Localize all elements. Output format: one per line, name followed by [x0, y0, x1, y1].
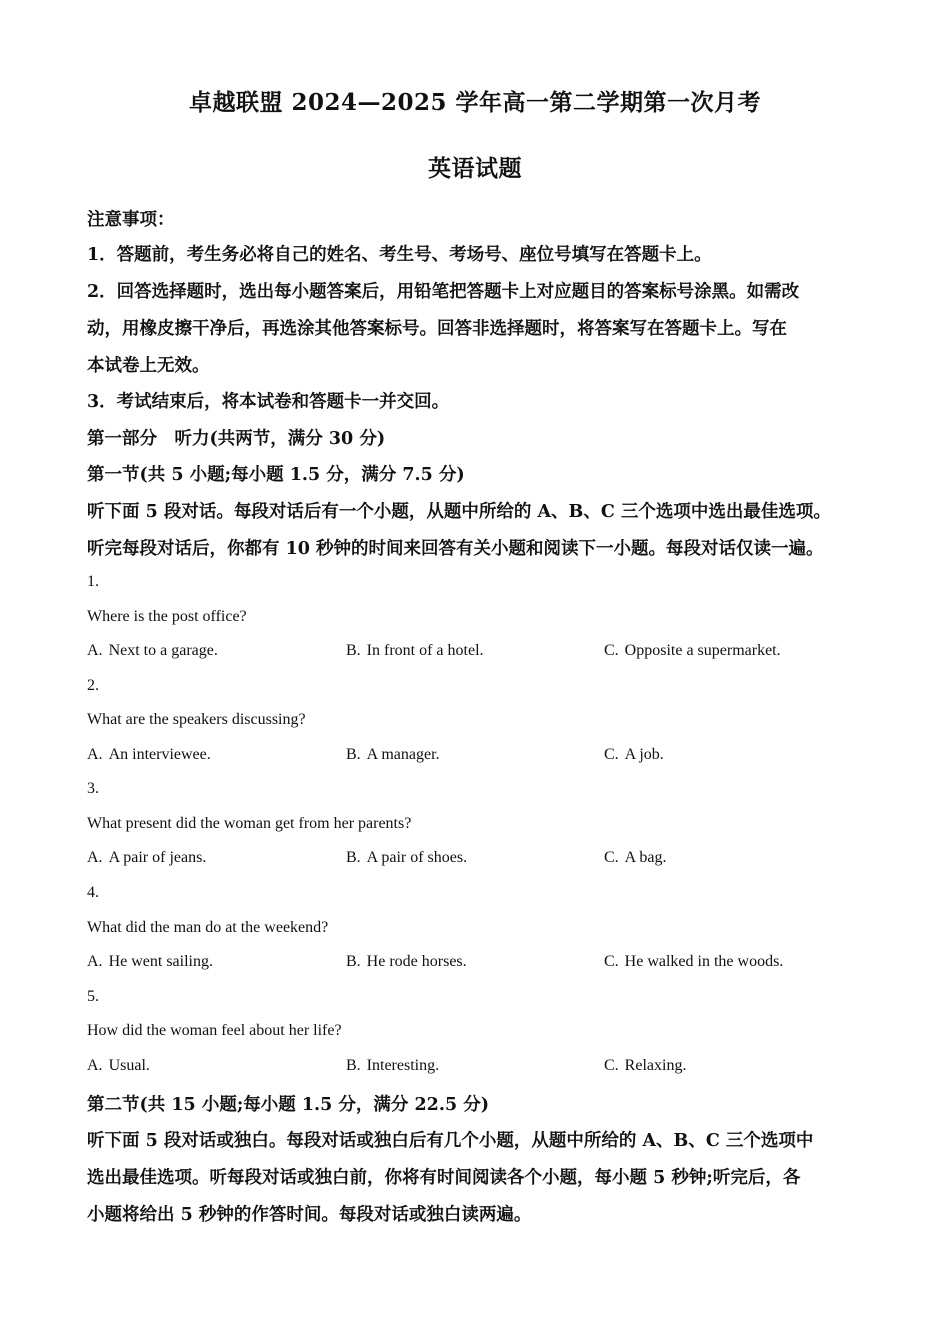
- question-number: 2.: [87, 677, 99, 694]
- option-b[interactable]: B. A manager.: [346, 746, 440, 763]
- option-b[interactable]: B. In front of a hotel.: [346, 642, 484, 659]
- question-stem: What are the speakers discussing?: [87, 711, 306, 728]
- option-a[interactable]: A. Usual.: [87, 1057, 150, 1074]
- option-c[interactable]: C. He walked in the woods.: [604, 953, 784, 970]
- exam-subtitle: 英语试题: [428, 155, 522, 182]
- notice-item-2-line-1: 2．回答选择题时，选出每小题答案后，用铅笔把答题卡上对应题目的答案标号涂黑。如需改: [87, 282, 800, 302]
- section1-instruction-line-2: 听完每段对话后，你都有 10 秒钟的时间来回答有关小题和阅读下一小题。每段对话仅读一遍。: [87, 539, 824, 559]
- question-stem: What did the man do at the weekend?: [87, 919, 329, 936]
- section2-instruction-line-3: 小题将给出 5 秒钟的作答时间。每段对话或独白读两遍。: [87, 1205, 532, 1225]
- section2-heading: 第二节(共 15 小题;每小题 1.5 分，满分 22.5 分): [87, 1095, 489, 1115]
- option-b[interactable]: B. Interesting.: [346, 1057, 440, 1074]
- option-c[interactable]: C. Relaxing.: [604, 1057, 687, 1074]
- question-stem: Where is the post office?: [87, 608, 247, 625]
- option-a[interactable]: A. Next to a garage.: [87, 642, 218, 659]
- question-number: 1.: [87, 573, 99, 590]
- option-a[interactable]: A. An interviewee.: [87, 746, 211, 763]
- option-c[interactable]: C. A bag.: [604, 849, 667, 866]
- question-stem: What present did the woman get from her parents?: [87, 815, 412, 832]
- option-b[interactable]: B. He rode horses.: [346, 953, 467, 970]
- notice-item-2-line-3: 本试卷上无效。: [87, 356, 210, 376]
- notice-item-2-line-2: 动，用橡皮擦干净后，再选涂其他答案标号。回答非选择题时，将答案写在答题卡上。写在: [87, 319, 787, 339]
- question-number: 5.: [87, 988, 99, 1005]
- question-number: 3.: [87, 780, 99, 797]
- notice-item-3: 3．考试结束后，将本试卷和答题卡一并交回。: [87, 392, 450, 412]
- question-number: 4.: [87, 884, 99, 901]
- option-c[interactable]: C. Opposite a supermarket.: [604, 642, 781, 659]
- option-c[interactable]: C. A job.: [604, 746, 664, 763]
- option-a[interactable]: A. A pair of jeans.: [87, 849, 207, 866]
- notice-item-1: 1．答题前，考生务必将自己的姓名、考生号、考场号、座位号填写在答题卡上。: [87, 245, 712, 265]
- question-stem: How did the woman feel about her life?: [87, 1022, 342, 1039]
- part1-heading: 第一部分 听力(共两节，满分 30 分): [87, 429, 386, 449]
- section1-instruction-line-1: 听下面 5 段对话。每段对话后有一个小题，从题中所给的 A、B、C 三个选项中选出最佳选项。: [87, 502, 831, 522]
- option-a[interactable]: A. He went sailing.: [87, 953, 213, 970]
- exam-title: 卓越联盟 2024—2025 学年高一第二学期第一次月考: [188, 89, 762, 116]
- section1-heading: 第一节(共 5 小题;每小题 1.5 分，满分 7.5 分): [87, 465, 465, 485]
- option-b[interactable]: B. A pair of shoes.: [346, 849, 468, 866]
- section2-instruction-line-2: 选出最佳选项。听每段对话或独白前，你将有时间阅读各个小题，每小题 5 秒钟;听完后，各: [87, 1168, 801, 1188]
- section2-instruction-line-1: 听下面 5 段对话或独白。每段对话或独白后有几个小题，从题中所给的 A、B、C 三个选项中: [87, 1131, 814, 1151]
- notice-heading: 注意事项：: [87, 210, 175, 230]
